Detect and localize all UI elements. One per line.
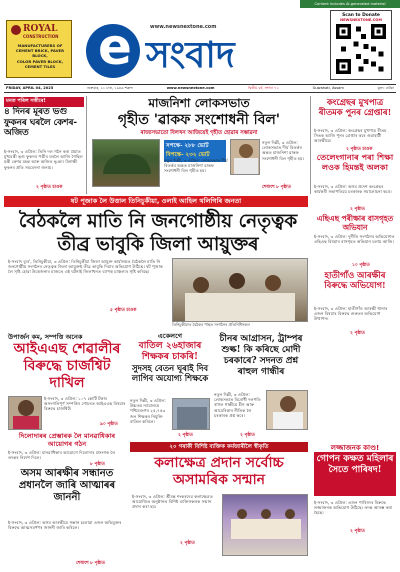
minister-photo (230, 139, 260, 175)
ad-line-4: CEMENT TILES (24, 63, 56, 69)
dateline-url[interactable]: www.newsnextone.com (166, 86, 215, 90)
ad-line-3: COLOR PAVER BLOCK, (16, 58, 64, 64)
right-b3: ই-সংবাদ, ৩ এপ্ৰিল: দুৰ্নীতি সংগঠনৰ অভিযোগত এছিএছ বিষয়াৰ বাসগৃহত অভিযান চলায় আজি। (314, 234, 395, 245)
gyan-body: ই-সংবাদ, ৩ এপ্ৰিল: মানৱাধিকাৰ আয়োগে দিলোদাৰ প্ৰসংগক লৈ তদন্তৰ নিৰ্দেশ দিলে। (8, 450, 116, 461)
case-headline[interactable]: আইএএছ শেৱালীৰ বিৰুদ্ধে চাৰ্জশ্বিট দাখিল (13, 341, 121, 391)
left-kicker: মনত পৰিল সত্তীৰে! (4, 97, 84, 107)
case-body: ই-সংবাদ, ৩ এপ্ৰিল: ১০৭ কোটি টকাৰ অসংগতিপূৰ্ণ সম্পত্তিৰ গোচৰত আইএএছ বিষয়াৰ বিৰুদ্ধে চাৰ্জশ্বিট। (44, 396, 126, 412)
donate-site: NEWSNEXTONE.COM (340, 18, 382, 22)
lead-kicker: মাজনিশা লোকসভাত (148, 96, 250, 110)
red-band (4, 196, 308, 207)
china-body: নতুন দিল্লী, ৩ এপ্ৰিল: লোকসভাত বিৰোধী দলপতি ৰাহুল গান্ধীয়ে চীন আৰু আমেৰিকাৰ নীতিক লৈ চৰকাৰক প্ৰশ্ন কৰে। (214, 392, 261, 418)
logo-e: e (98, 18, 132, 76)
award-headline[interactable]: কলাক্ষেত্ৰ প্ৰদান সৰ্বোচ্চ অসামৰিক সন্মান (154, 455, 284, 488)
official-photo (8, 396, 42, 430)
masthead-logo (86, 18, 306, 82)
right-b6: ই-সংবাদ, ৩ এপ্ৰিল: এজন পাৰিষদৰ বিৰুদ্ধে লজ্জাজনক অভিযোগ উঠিছে। তদন্ত আৰম্ভ কৰা হৈছে। (314, 500, 393, 516)
lead-headline[interactable]: গৃহীত 'ৱাকফ সংশোধনী বিল' (117, 112, 281, 128)
right-h6[interactable]: গোপন কক্ষত মহিলাৰ সৈতে পাৰিষদ! (316, 454, 394, 475)
jobs-sub: সুদসহ বেতন ঘূৰাই দিব লাগিব অযোগ্য শিক্ষকে (131, 363, 209, 383)
ai-content-text: Content includes AI-generated material (314, 2, 386, 6)
red-band-text[interactable]: ষট পূজাক লৈ উত্তাল তিনিচুকীয়া, ওলাই আহিল থলিগিৰি জনতা (70, 197, 242, 205)
qr-code-icon[interactable] (336, 24, 386, 74)
award-more-link[interactable]: ২ পৃষ্ঠাত (180, 541, 195, 546)
right-h2[interactable]: তেলেংগানাৰ পৰা শিক্ষা লওক হিমন্তই অলকা (316, 152, 394, 172)
award-band (130, 442, 308, 452)
jobs-body: নতুন দিল্লী, ৩ এপ্ৰিল: উচ্চতম ন্যায়ালয়ে পশ্চিমবংগৰ ২৫,৭৫৩ জন শিক্ষকৰ নিযুক্তি বাতিল কৰিলে। (130, 398, 166, 424)
teachers-photo (172, 398, 210, 430)
lead-body: নতুন দিল্লী, ৩ এপ্ৰিল: লোকসভাত দীৰ্ঘ বিতৰ্কৰ অন্তত মাজনিশা ৱাকফ সংশোধনী বিল গৃহীত হয়। (164, 158, 228, 174)
award-photo (222, 494, 308, 556)
left-more-link[interactable]: ২ পৃষ্ঠাত চাওক (36, 185, 63, 190)
divider-right (310, 96, 311, 194)
right-m3[interactable]: ১০ পৃষ্ঠাত (352, 263, 370, 268)
right-b1: ই-সংবাদ, ৩ এপ্ৰিল: কংগ্ৰেছৰ মুখপাত্ৰ ৰীতম সিঙক আজি পুনৰ গ্ৰেপ্তাৰ কৰে গুৱাহাটী আৰক্ষীয়ে। (314, 128, 387, 144)
parliament-photo (92, 139, 160, 187)
place: Guwahati, Assam (312, 86, 344, 90)
ai-content-banner (300, 0, 400, 8)
gyan-kicker[interactable]: দিলোদাৰৰ প্ৰেম্ভাৰক লৈ মানৱাধিকাৰ আয়োগৰ গঠন (18, 432, 116, 448)
ad-line-2: CEMENT BRICK, PAVER BLOCK, (15, 48, 65, 59)
main-more-link[interactable]: ৫ পৃষ্ঠাত চাওক (110, 308, 137, 313)
china-more-link[interactable]: ২ পৃষ্ঠাত (240, 433, 255, 438)
logo-name: সংবাদ (146, 35, 235, 76)
donate-box[interactable] (330, 10, 392, 80)
gyan-more-link[interactable]: ৮ পৃষ্ঠাত (90, 462, 105, 467)
right-b4: ই-সংবাদ, ৩ এপ্ৰিল: হাতীগাঁও আৰক্ষী থানাৰ এজন বিষয়াৰ বিৰুদ্ধে গুৰুতৰ অভিযোগ উত্থাপন। (314, 306, 388, 322)
jobs-kicker: একেলগে (157, 332, 183, 340)
divider-left (86, 96, 87, 194)
ad-line-1: MANUFACTURERS OF (17, 43, 63, 48)
award-band-text[interactable]: ২০ গৰাকী বিশিষ্ট ব্যক্তিক কৰ্মজাৰীলৈ স্বীকৃতি (169, 444, 269, 450)
right-h1[interactable]: কংগ্ৰেছৰ মুখপাত্ৰ ৰীতমক পুনৰ গ্ৰেপ্তাৰ! (318, 97, 392, 117)
jobs-headline[interactable]: বাতিল ২৬হাজাৰ শিক্ষকৰ চাকৰি! (138, 340, 202, 362)
lead-more-link[interactable]: শেষাংশ ৮ পৃষ্ঠাত (262, 185, 291, 190)
china-headline[interactable]: চীনৰ আগ্ৰাসন, ট্ৰাম্পৰ শুল্ক! কি কৰিছে মোদী চৰকাৰে? সদনত প্ৰশ্ন ৰাহুল গান্ধীৰ (219, 334, 303, 377)
date-assamese: শুক্ৰবাৰ, ২১ চ'ত, ১৯৪৬ শকাব্দ (87, 86, 133, 90)
right-m1[interactable]: ২ পৃষ্ঠাত চাওক (346, 147, 373, 152)
ad-box (6, 20, 72, 78)
edition-info: দ্বিতীয় বৰ্ষ, সংখ্যা ৭২ (248, 86, 279, 90)
ad-title: ROYAL (23, 24, 58, 34)
price: মূল্য: এটকা (377, 86, 394, 90)
assam-more-link[interactable]: শেষাংশ ৮ পৃষ্ঠাত (76, 561, 105, 566)
right-m2[interactable]: ২ পৃষ্ঠাত (350, 207, 365, 212)
ad-crest-icon (11, 25, 21, 35)
vote-no: বিপক্ষে- ২৩২ ভোট (166, 152, 210, 158)
case-kicker: উপাৰ্জন কম, সম্পত্তি অনেক (8, 333, 83, 341)
vote-yes: সপক্ষে- ২৮৮ ভোট (166, 143, 209, 149)
rahul-photo (266, 390, 308, 430)
right-m6[interactable]: ২ পৃষ্ঠাত (350, 529, 365, 534)
lead-sub: ৰাজ্যসভাতো বিলখন আজিয়েই গৃহীত হোৱাৰ সম্ভাৱনা (140, 130, 258, 136)
lead-body-cont: নতুন দিল্লী, ৩ এপ্ৰিল: লোকসভাত দীৰ্ঘ বিতৰ্কৰ অন্তত মাজনিশা ৱাকফ সংশোধনী বিল গৃহীত হয়। (262, 140, 305, 161)
right-h6-box (314, 452, 396, 496)
logo-e-circle (86, 18, 140, 78)
main-headline[interactable]: বৈঠকলৈ মাতি নি জনগোষ্ঠীয় নেতৃত্বক তীব্ৰ ভাবুকি জিলা আয়ুক্তৰ (18, 211, 298, 255)
dateline (4, 84, 396, 93)
left-headline[interactable]: ৪ দিনৰ মূৰত ভগু ফুকনৰ ঘৰলৈ কেশৰ-অজিত (4, 107, 78, 138)
main-photo (172, 258, 308, 322)
ad-subtitle: CONSTRUCTION (23, 34, 59, 39)
main-caption: তিনিচুকীয়াত বৈঠকৰ পাছত সংগঠনৰ প্ৰতিনিধিসকল (172, 322, 250, 327)
left-body: ই-সংবাদ, ৩ এপ্ৰিল: তিনি দল গঠন কৰা প্ৰয়াত মুখ্যমন্ত্ৰী ভৃগু ফুকনৰ পত্নীৰ ঘৰলৈ আজি গৈছিল মন্ত্ৰী কেশৱ মহন্ত আৰু অজিত ভূঞা। মিনাক্ষী ফুকনৰ প্ৰতি সমবেদনা জনায়। (4, 149, 83, 170)
assam-body: ই-সংবাদ, ৩ এপ্ৰিল: অসম আৰক্ষীয়ে সন্ধান চলোৱা এজন অভিযুক্তৰ বিৰুদ্ধে আত্মসমৰ্পণৰ জাননী জাৰি কৰিলে। (8, 520, 122, 531)
assam-headline[interactable]: অসম আৰক্ষীৰ সন্ধানত প্ৰধানলৈ জাৰি আত্মাৰৰ জাননী (18, 468, 116, 503)
right-m4[interactable]: ২ পৃষ্ঠাত (350, 331, 365, 336)
website-url[interactable]: www.newsnextone.com (150, 24, 217, 30)
right-h3[interactable]: এছিএছ পৰীক্ষাৰ বাসগৃহত অভিযান (316, 214, 394, 232)
jobs-more-link[interactable]: ২ পৃষ্ঠাত (178, 433, 193, 438)
right-b2: ই-সংবাদ, ৩ এপ্ৰিল: অসম প্ৰদেশ কংগ্ৰেছৰ কাৰ্যকৰী সভাপতিয়ে চৰকাৰক সমালোচনা কৰে। (314, 184, 392, 195)
award-body: ই-সংবাদ, ৩ এপ্ৰিল: শ্ৰীমন্ত শংকৰদেৱ কলাক্ষেত্ৰত আয়োজিত অনুষ্ঠানত বিশিষ্ট ব্যক্তিসকলক সন্মান প্ৰদান কৰা হয়। (132, 494, 213, 510)
donate-title: Scan to Donate (342, 13, 380, 18)
date-english: FRIDAY, APRIL 04, 2025 (6, 86, 54, 90)
right-h5: লজ্জাজনক কাণ্ড! (330, 444, 380, 452)
case-more-link[interactable]: ৯০ পৃষ্ঠাত (100, 422, 118, 427)
main-body: ই-সংবাদ ব্যুৰ', তিনিচুকীয়া, ৩ এপ্ৰিল: তিনিচুকীয়া জিলা আয়ুক্ত কাৰ্যালয়ত বৈঠকলৈ মাতি নি জনগোষ্ঠীয় সংগঠনৰ নেতৃত্বক জিলা আয়ুক্তই তীব্ৰ ভাবুকি দিয়াৰ অভিযোগ উঠিছে। ষট পূজাক লৈ সৃষ্টি হোৱা উত্তেজনাৰ মাজতে এই ঘটনাই জিলাখনত ব্যাপক চাঞ্চল্যৰ সৃষ্টি কৰিছে। (8, 259, 163, 275)
right-h4[interactable]: হাতীগাঁও আৰক্ষীৰ বিৰুদ্ধে অভিযোগ! (324, 270, 386, 290)
